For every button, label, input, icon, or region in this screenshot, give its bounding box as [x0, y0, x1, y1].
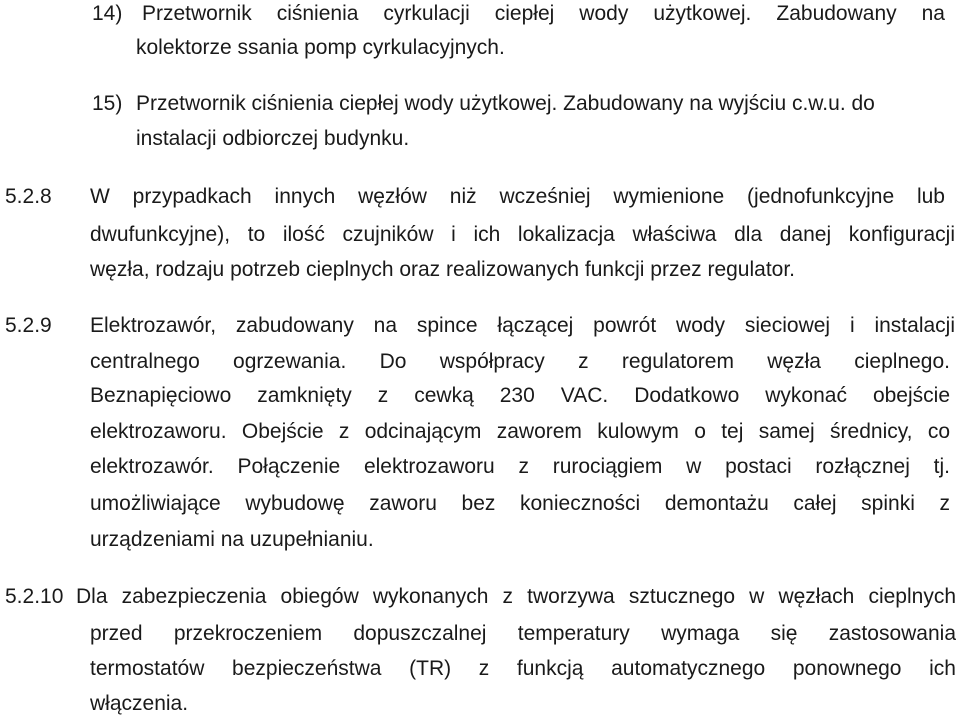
section-text-line: elektrozawór. Połączenie elektrozaworu z rurociągiem w postaci rozłącznej tj.: [90, 455, 950, 478]
section-text-line: termostatów bezpieczeństwa (TR) z funkcją automatycznego ponownego ich: [90, 657, 956, 680]
item-number: 15): [92, 92, 123, 115]
section-text-line: urządzeniami na uzupełnianiu.: [90, 528, 374, 551]
section-text-line: elektrozaworu. Obejście z odcinającym zaworem kulowym o tej samej średnicy, co: [90, 420, 950, 443]
section-text-line: Elektrozawór, zabudowany na spince łączącej powrót wody sieciowej i instalacji: [90, 314, 955, 337]
section-text-line: włączenia.: [90, 692, 189, 715]
section-text-line: W przypadkach innych węzłów niż wcześniej wymienione (jednofunkcyjne lub: [90, 185, 945, 208]
item-text-line: kolektorze ssania pomp cyrkulacyjnych.: [136, 36, 505, 59]
item-number: 14): [92, 2, 123, 25]
section-text-line: przed przekroczeniem dopuszczalnej temperatury wymaga się zastosowania: [90, 622, 956, 645]
item-text-line: Przetwornik ciśnienia ciepłej wody użytkowej. Zabudowany na wyjściu c.w.u. do: [136, 92, 875, 115]
section-text-line: Beznapięciowo zamknięty z cewką 230 VAC. Dodatkowo wykonać obejście: [90, 384, 950, 407]
section-number: 5.2.8: [5, 185, 52, 208]
section-text-line: dwufunkcyjne), to ilość czujników i ich lokalizacja właściwa dla danej konfiguracji: [90, 223, 955, 246]
item-text-line: Przetwornik ciśnienia cyrkulacji ciepłej wody użytkowej. Zabudowany na: [142, 2, 945, 25]
item-text-line: instalacji odbiorczej budynku.: [136, 127, 410, 150]
section-text-line: Dla zabezpieczenia obiegów wykonanych z tworzywa sztucznego w węzłach cieplnych: [76, 585, 956, 608]
section-text-line: węzła, rodzaju potrzeb cieplnych oraz realizowanych funkcji przez regulator.: [90, 258, 796, 281]
section-number: 5.2.10: [5, 585, 64, 608]
section-number: 5.2.9: [5, 314, 52, 337]
section-text-line: umożliwiające wybudowę zaworu bez konieczności demontażu całej spinki z: [90, 492, 950, 515]
section-text-line: centralnego ogrzewania. Do współpracy z regulatorem węzła cieplnego.: [90, 350, 950, 373]
